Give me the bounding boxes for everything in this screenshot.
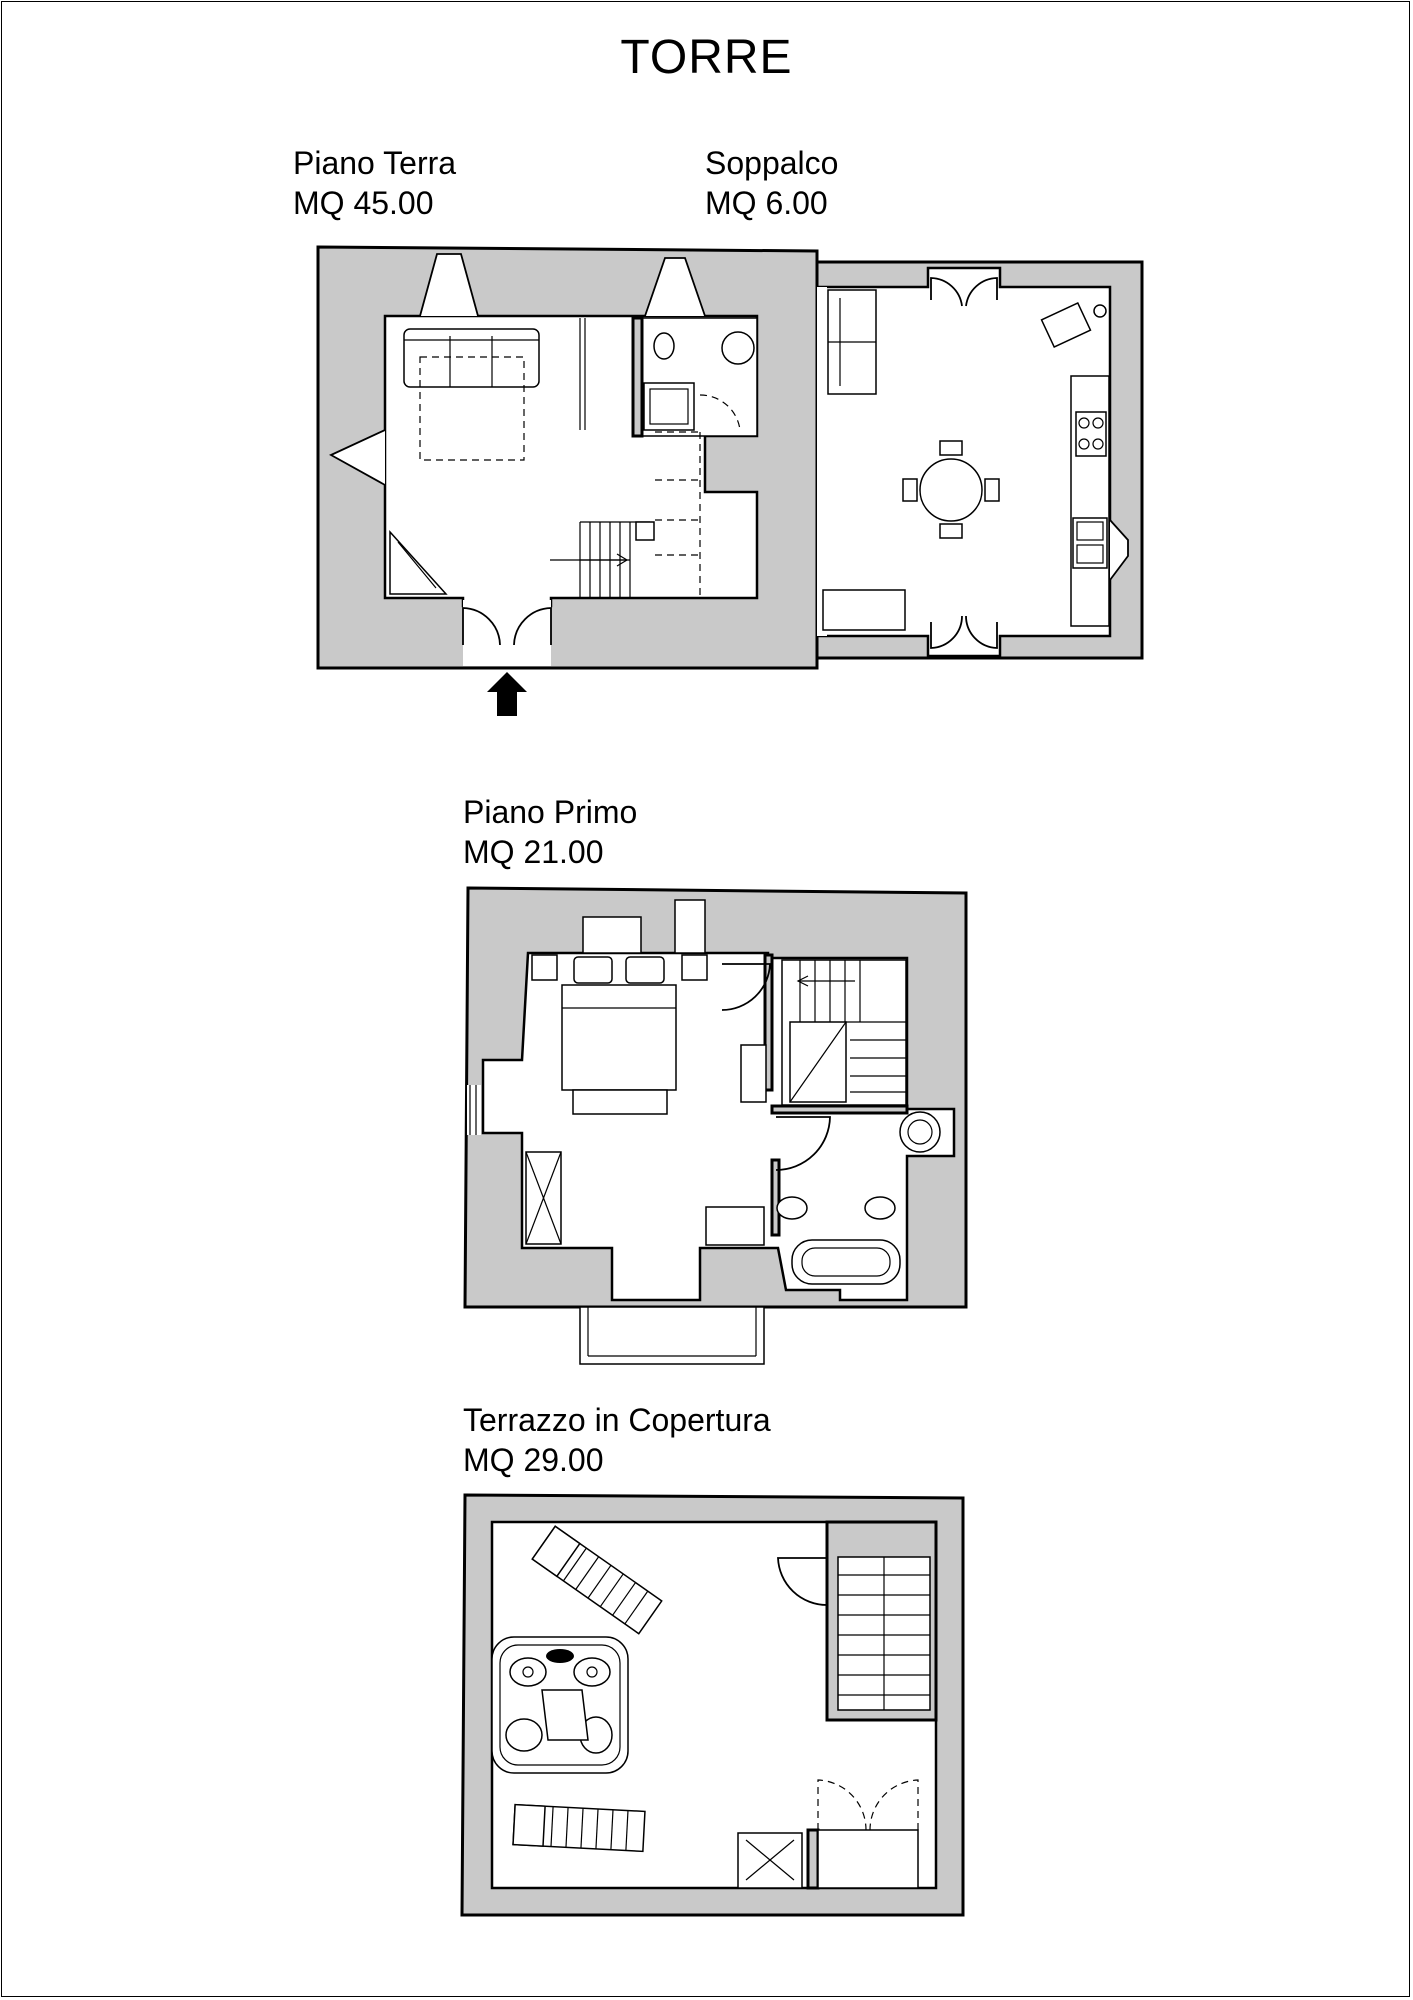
toilet-icon — [654, 333, 674, 359]
bench-icon — [823, 590, 905, 630]
double-bed-icon — [562, 985, 676, 1090]
wall-bagno — [633, 318, 642, 436]
staircase-icon — [782, 960, 906, 1105]
window-gap — [467, 1085, 481, 1135]
sofa-icon — [404, 329, 539, 387]
lamp-icon — [1094, 305, 1106, 317]
floor-name: Terrazzo in Copertura — [463, 1402, 771, 1438]
desk-icon — [741, 1045, 766, 1102]
plan-title: TORRE — [620, 31, 793, 84]
nightstand-icon — [682, 955, 707, 980]
chair-icon — [903, 479, 917, 501]
floor-name: Piano Primo — [463, 794, 638, 830]
inner-wall — [772, 1160, 779, 1235]
chair-icon — [940, 524, 962, 538]
floor-area: MQ 29.00 — [463, 1442, 604, 1478]
nightstand-icon — [532, 955, 557, 980]
open-edge — [817, 287, 827, 636]
plan-piano-primo — [465, 888, 966, 1364]
bidet-icon — [865, 1197, 895, 1219]
hob-icon — [1076, 412, 1106, 456]
stair-hatch-icon — [818, 1830, 918, 1888]
sink-icon — [722, 332, 754, 364]
floor-name: Piano Terra — [293, 145, 457, 181]
chair-icon — [985, 479, 999, 501]
inner-wall — [772, 1106, 907, 1113]
kitchen-sink-icon — [1073, 518, 1107, 568]
bench-icon — [573, 1090, 667, 1114]
shower-tray-icon — [644, 383, 694, 430]
plan-piano-terra — [318, 247, 817, 716]
round-table-icon — [920, 459, 982, 521]
plan-terrazzo — [462, 1495, 963, 1915]
floor-area: MQ 45.00 — [293, 185, 434, 221]
plan-soppalco — [817, 262, 1142, 658]
table-icon — [706, 1207, 764, 1245]
chair-icon — [940, 441, 962, 455]
window-niche — [675, 900, 705, 953]
window-seat-icon — [583, 917, 641, 953]
hot-tub-icon — [492, 1637, 628, 1773]
hatch-wall — [808, 1830, 818, 1888]
floor-area: MQ 6.00 — [705, 185, 828, 221]
pillow-icon — [574, 957, 612, 983]
sink-icon — [900, 1112, 940, 1152]
entrance-arrow-icon — [487, 672, 527, 716]
pillow-icon — [626, 957, 664, 983]
floor-area: MQ 21.00 — [463, 834, 604, 870]
sun-lounger-icon — [513, 1805, 645, 1852]
floor-name: Soppalco — [705, 145, 839, 181]
toilet-icon — [777, 1197, 807, 1219]
bathtub-icon — [792, 1240, 900, 1284]
